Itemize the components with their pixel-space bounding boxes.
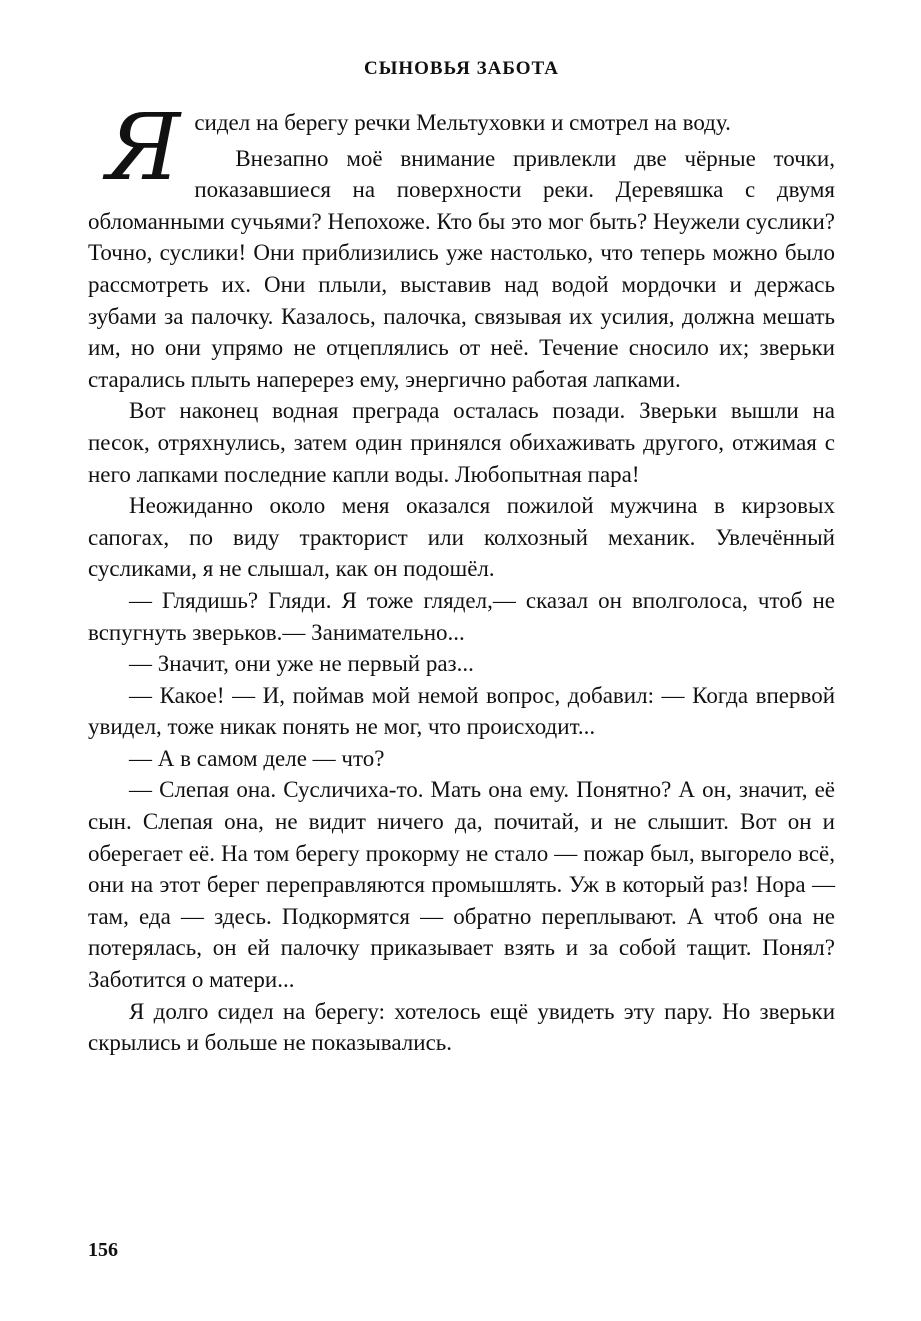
paragraph: Неожиданно около меня оказался пожилой мужчина в кирзовых сапогах, по виду тракторист или колхозный механик. Увлечённый сусликами, я не слышал, как он подошёл. xyxy=(88,493,835,582)
page-body xyxy=(88,55,835,1059)
closing-paragraph: Я долго сидел на берегу: хотелось ещё увидеть эту пару. Но зверьки скрылись и больше не показывались. xyxy=(88,998,835,1056)
chapter-title: СЫНОВЬЯ ЗАБОТА xyxy=(363,58,560,79)
paragraph: Вот наконец водная преграда осталась позади. Зверьки вышли на песок, отряхнулись, затем один принялся обихаживать другого, отжимая с него лапками последние капли воды. Любопытная пара! xyxy=(88,398,835,487)
drop-cap: Я xyxy=(106,94,181,201)
dialogue-line: — Какое! — И, поймав мой немой вопрос, добавил: — Когда впервой увидел, тоже никак понять не мог, что происходит... xyxy=(88,682,835,740)
dialogue-line: — А в самом деле — что? xyxy=(129,745,385,771)
page-number: 156 xyxy=(88,1239,118,1261)
paragraph: Внезапно моё внимание привлекли две чёрные точки, показавшиеся на поверхности реки. Деревяшка с двумя обломанными сучьями? Непохоже. Кто бы это мог быть? Неужели суслики? Точно, суслики! Они приблизились уже настолько, что теперь можно было рассмотреть их. Они плыли, выставив над водой мордочки и держась зубами за палочку. Казалось, палочка, связывая их усилия, должна мешать им, но они упрямо не отцеплялись от неё. Течение сносило их; зверьки старались плыть наперерез ему, энергично работая лапками. xyxy=(88,145,835,392)
dialogue-line: — Глядишь? Гляди. Я тоже глядел,— сказал он вполголоса, чтоб не вспугнуть зверьков.— Занимательно... xyxy=(88,587,835,645)
opening-paragraph-text: сидел на берегу речки Мельтуховки и смотрел на воду. xyxy=(194,110,731,135)
dialogue-line: — Значит, они уже не первый раз... xyxy=(129,651,474,677)
opening-paragraph xyxy=(88,94,835,201)
dialogue-line: — Слепая она. Сусличиха-то. Мать она ему. Понятно? А он, значит, её сын. Слепая она, не видит ничего да, почитай, и не слышит. Вот он и оберегает её. На том берегу прокорму не стало — пожар был, выгорело всё, они на этот берег переправляются промышлять. Уж в который раз! Нора — там, еда — здесь. Подкормятся — обратно переплывают. А чтоб она не потерялась, он ей палочку приказывает взять и за собой тащит. Понял? Заботится о матери... xyxy=(88,777,835,993)
